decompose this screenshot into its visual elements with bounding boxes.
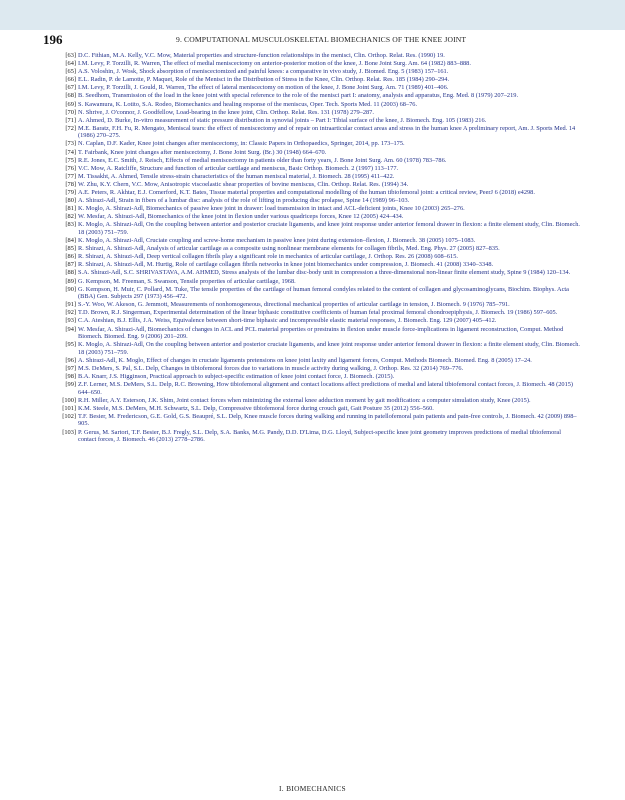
reference-item xyxy=(52,317,580,325)
reference-item xyxy=(52,221,580,236)
reference-number: [89] xyxy=(65,277,76,285)
reference-item xyxy=(52,157,580,165)
reference-link[interactable]: R.E. Jones, E.C. Smith, J. Reisch, Effects of medial meniscectomy in patients older than forty years, J. Bone Joint Surg. Am. 60 (1978) 783–786. xyxy=(78,156,447,164)
reference-link[interactable]: S.A. Shirazi-Adl, S.C. SHRIVASTAVA, A.M. AHMED, Stress analysis of the lumbar disc-body unit in compression a three-dimensional non-linear finite element study, Spine 9 (1984) 120–134. xyxy=(78,269,571,277)
reference-item xyxy=(52,341,580,356)
reference-number: [64] xyxy=(65,60,76,68)
reference-link[interactable]: A. Shirazi-Adl, K. Moglo, Effect of changes in cruciate ligaments pretensions on knee joint laxity and ligament forces, Comput. Methods Biomech. Biomed. Eng. 8 (2005) 17–24. xyxy=(78,356,532,364)
reference-item xyxy=(52,365,580,373)
reference-item xyxy=(52,405,580,413)
reference-item xyxy=(52,92,580,100)
reference-item xyxy=(52,213,580,221)
reference-item xyxy=(52,60,580,68)
reference-link[interactable]: K.M. Steele, M.S. DeMers, M.H. Schwartz, S.L. Delp, Compressive tibiofemoral force during crouch gait, Gait Posture 35 (2012) 556–560. xyxy=(78,404,434,412)
reference-list xyxy=(52,52,580,444)
reference-item xyxy=(52,84,580,92)
reference-link[interactable]: T.D. Brown, R.J. Singerman, Experimental determination of the linear biphasic constitutive coefficients of human fetal proximal femoral chondroepiphysis, J. Biomech. 19 (1986) 597–605. xyxy=(78,309,558,317)
reference-number: [84] xyxy=(65,237,76,245)
reference-item xyxy=(52,165,580,173)
reference-link[interactable]: N. Caplan, D.F. Kader, Knee joint changes after meniscectomy, in: Classic Papers in Orthopaedics, Springer, 2014, pp. 173–175. xyxy=(78,140,405,148)
reference-item xyxy=(52,381,580,396)
reference-number: [98] xyxy=(65,373,76,381)
reference-number: [74] xyxy=(65,148,76,156)
reference-number: [72] xyxy=(65,124,76,132)
reference-link[interactable]: A. Shirazi-Adl, Strain in fibers of a lumbar disc: analysis of the role of lifting in producing disc prolapse, Spine 14 (1989) 96–103. xyxy=(78,197,410,205)
reference-item xyxy=(52,253,580,261)
reference-number: [80] xyxy=(65,197,76,205)
reference-link[interactable]: N. Shrive, J. O'connor, J. Goodfellow, Load-bearing in the knee joint, Clin. Orthop. Relat. Res. 131 (1978) 279–287. xyxy=(78,108,374,116)
reference-number: [103] xyxy=(62,428,76,436)
reference-link[interactable]: A. Ahmed, D. Burke, In-vitro measurement of static pressure distribution in synovial joints – Part I: Tibial surface of the knee, J. Biomech. Eng. 105 (1983) 216. xyxy=(78,116,487,124)
reference-number: [70] xyxy=(65,108,76,116)
reference-link[interactable]: B. Seedhom, Transmission of the load in the knee joint with special reference to the role of the menisci part I: anatomy, analysis and apparatus, Eng. Med. 8 (1979) 207–219. xyxy=(78,92,519,100)
reference-link[interactable]: I.M. Levy, P. Torzilli, J. Gould, R. Warren, The effect of lateral meniscectomy on motion of the knee, J. Bone Joint Surg. Am. 71 (1989) 401–406. xyxy=(78,84,449,92)
reference-link[interactable]: C.A. Ateshian, B.J. Ellis, J.A. Weiss, Equivalence between short-time biphasic and incompressible elastic material responses, J. Biomech. Eng. 129 (2007) 405–412. xyxy=(78,317,497,325)
reference-number: [87] xyxy=(65,261,76,269)
reference-number: [75] xyxy=(65,156,76,164)
reference-number: [79] xyxy=(65,189,76,197)
reference-number: [81] xyxy=(65,205,76,213)
reference-number: [66] xyxy=(65,76,76,84)
reference-number: [65] xyxy=(65,68,76,76)
reference-link[interactable]: W. Mesfar, A. Shirazi-Adl, Biomechanics of the knee joint in flexion under various quadriceps forces, Knee 12 (2005) 424–434. xyxy=(78,213,404,221)
reference-item xyxy=(52,189,580,197)
reference-link[interactable]: B.A. Knarr, J.S. Higginson, Practical approach to subject-specific estimation of knee joint contact force, J. Biomech. (2015). xyxy=(78,373,395,381)
reference-link[interactable]: T.F. Besier, M. Fredericson, G.E. Gold, G.S. Beaupré, S.L. Delp, Knee muscle forces during walking and running in patellofemoral pain patients and pain-free controls, J. Biomech. 42 (2009) 898–905. xyxy=(78,412,577,428)
reference-number: [77] xyxy=(65,172,76,180)
reference-link[interactable]: I.M. Levy, P. Torzilli, R. Warren, The effect of medial meniscectomy on anterior-posterior motion of the knee, J. Bone Joint Surg. Am. 64 (1982) 883–888. xyxy=(78,60,471,68)
reference-number: [82] xyxy=(65,213,76,221)
reference-number: [95] xyxy=(65,341,76,349)
reference-item xyxy=(52,52,580,60)
reference-link[interactable]: E.L. Radin, P. de Lamotte, P. Maquet, Role of the Menisci in the Distribution of Stress in the Knee, Clin. Orthop. Relat. Res. 185 (1984) 290–294. xyxy=(78,76,450,84)
reference-item xyxy=(52,237,580,245)
reference-item xyxy=(52,205,580,213)
reference-number: [78] xyxy=(65,180,76,188)
reference-item xyxy=(52,269,580,277)
reference-number: [97] xyxy=(65,364,76,372)
reference-link[interactable]: R. Shirazi, A. Shirazi-Adl, Deep vertical collagen fibrils play a significant role in mechanics of articular cartilage, J. Orthop. Res. 26 (2008) 608–615. xyxy=(78,253,458,261)
reference-link[interactable]: M.S. DeMers, S. Pal, S.L. Delp, Changes in tibiofemoral forces due to variations in muscle activity during walking, J. Orthop. Res. 32 (2014) 769–776. xyxy=(78,364,464,372)
reference-item xyxy=(52,125,580,140)
reference-item xyxy=(52,309,580,317)
reference-item xyxy=(52,68,580,76)
reference-item xyxy=(52,373,580,381)
reference-link[interactable]: P. Gerus, M. Sartori, T.F. Besier, B.J. Fregly, S.L. Delp, S.A. Banks, M.G. Pandy, D.D. D'Lima, D.G. Lloyd, Subject-specific knee joint geometry improves predictions of medial tibiofemoral contact forces, J. Biomech. 46 (2013) 2778–2786. xyxy=(78,428,561,444)
reference-item xyxy=(52,197,580,205)
reference-number: [94] xyxy=(65,325,76,333)
reference-link[interactable]: K. Moglo, A. Shirazi-Adl, Cruciate coupling and screw-home mechanism in passive knee joint during extension–flexion, J. Biomech. 38 (2005) 1075–1083. xyxy=(78,237,476,245)
reference-link[interactable]: W. Mesfar, A. Shirazi-Adl, Biomechanics of changes in ACL and PCL material properties or prestrains in flexion under muscle force-implications in ligament reconstruction, Comput. Method Biomech. Biomed. Eng. 9 (2006) 201–209. xyxy=(78,325,564,341)
reference-item xyxy=(52,101,580,109)
reference-link[interactable]: D.C. Fithian, M.A. Kelly, V.C. Mow, Material properties and structure-function relationships in the menisci, Clin. Orthop. Relat. Res. (1990) 19. xyxy=(78,52,445,59)
reference-item xyxy=(52,397,580,405)
reference-link[interactable]: K. Moglo, A. Shirazi-Adl, On the coupling between anterior and posterior cruciate ligaments, and knee joint response under anterior femoral drawer in flexion: a finite element study, Clin. Biomech. 18 (2003) 751–759. xyxy=(78,221,581,236)
reference-number: [63] xyxy=(65,52,76,59)
reference-link[interactable]: R. Shirazi, A. Shirazi-Adl, M. Hurtig, Role of cartilage collagen fibrils networks in knee joint biomechanics under compression, J. Biomech. 41 (2008) 3340–3348. xyxy=(78,261,494,269)
reference-item xyxy=(52,109,580,117)
reference-number: [102] xyxy=(62,412,76,420)
reference-number: [93] xyxy=(65,317,76,325)
reference-item xyxy=(52,149,580,157)
reference-number: [85] xyxy=(65,245,76,253)
reference-item xyxy=(52,286,580,301)
reference-number: [100] xyxy=(62,396,76,404)
reference-number: [92] xyxy=(65,309,76,317)
reference-number: [90] xyxy=(65,285,76,293)
reference-link[interactable]: V.C. Mow, A. Ratcliffe, Structure and function of articular cartilage and meniscus, Basic Orthop. Biomech. 2 (1997) 113–177. xyxy=(78,164,399,172)
reference-item xyxy=(52,245,580,253)
reference-number: [69] xyxy=(65,100,76,108)
reference-link[interactable]: G. Kempson, H. Muir, C. Pollard, M. Tuke, The tensile properties of the cartilage of human femoral condyles related to the content of collagen and glycosaminoglycans, Biochim. Biophys. Acta (BBA) Gen. Subjects 297 (1973) 456–472. xyxy=(78,285,569,301)
reference-item xyxy=(52,429,580,444)
reference-number: [68] xyxy=(65,92,76,100)
reference-number: [88] xyxy=(65,269,76,277)
reference-number: [96] xyxy=(65,356,76,364)
reference-link[interactable]: K. Moglo, A. Shirazi-Adl, Biomechanics of passive knee joint in drawer: load transmission in intact and ACL-deficient joints, Knee 10 (2003) 265–276. xyxy=(78,205,465,213)
reference-item xyxy=(52,413,580,428)
reference-link[interactable]: M. Tissakht, A. Ahmed, Tensile stress-strain characteristics of the human meniscal material, J. Biomech. 28 (1995) 411–422. xyxy=(78,172,395,180)
reference-link[interactable]: S.-Y. Woo, W. Akeson, G. Jemmott, Measurements of nonhomogeneous, directional mechanical properties of articular cartilage in tension, J. Biomech. 9 (1976) 785–791. xyxy=(78,301,510,309)
reference-link[interactable]: G. Kempson, M. Freeman, S. Swanson, Tensile properties of articular cartilage, 1968. xyxy=(78,277,296,285)
reference-link[interactable]: M.E. Baratz, F.H. Fu, R. Mengato, Meniscal tears: the effect of meniscectomy and of repair on intraarticular contact areas and stress in the human knee A preliminary report, Am. J. Sports Med. 14 (1986) 270–275. xyxy=(78,124,576,140)
reference-link[interactable]: R. Shirazi, A. Shirazi-Adl, Analysis of articular cartilage as a composite using nonlinear membrane elements for collagen fibrils, Med. Eng. Phys. 27 (2005) 827–835. xyxy=(78,245,500,253)
reference-item xyxy=(52,326,580,341)
reference-number: [86] xyxy=(65,253,76,261)
footer-section-label: I. BIOMECHANICS xyxy=(279,784,346,793)
reference-item xyxy=(52,301,580,309)
header-band xyxy=(0,0,625,30)
chapter-title: 9. COMPUTATIONAL MUSCULOSKELETAL BIOMECHANICS OF THE KNEE JOINT xyxy=(176,35,467,44)
reference-number: [99] xyxy=(65,381,76,389)
page-number: 196 xyxy=(43,32,63,47)
reference-link[interactable]: Z.F. Lerner, M.S. DeMers, S.L. Delp, R.C. Browning, How tibiofemoral alignment and contact locations affect predictions of medial and lateral tibiofemoral contact forces, J. Biomech. 48 (2015) 644–650. xyxy=(78,381,574,396)
reference-link[interactable]: A.E. Peters, R. Akhtar, E.J. Comerford, K.T. Bates, Tissue material properties and computational modelling of the human tibiofemoral joint: a critical review, PeerJ 6 (2018) e4298. xyxy=(78,189,535,197)
reference-link[interactable]: A.S. Voloshin, J. Wosk, Shock absorption of meniscectomized and painful knees: a comparative in vivo study, J. Biomed. Eng. 5 (1983) 157–161. xyxy=(78,68,449,76)
reference-link[interactable]: S. Kawamura, K. Lotito, S.A. Rodeo, Biomechanics and healing response of the meniscus, Oper. Tech. Sports Med. 11 (2003) 68–76. xyxy=(78,100,418,108)
reference-item xyxy=(52,357,580,365)
reference-number: [76] xyxy=(65,164,76,172)
reference-link[interactable]: W. Zhu, K.Y. Chern, V.C. Mow, Anisotropic viscoelastic shear properties of bovine meniscus, Clin. Orthop. Relat. Res. (1994) 34. xyxy=(78,180,409,188)
reference-number: [71] xyxy=(65,116,76,124)
reference-item xyxy=(52,117,580,125)
reference-item xyxy=(52,140,580,148)
reference-item xyxy=(52,173,580,181)
reference-link[interactable]: R.H. Miller, A.Y. Esterson, J.K. Shim, Joint contact forces when minimizing the external knee adduction moment by gait modification: a computer simulation study, Knee (2015). xyxy=(78,396,531,404)
reference-number: [101] xyxy=(62,404,76,412)
reference-link[interactable]: T. Fairbank, Knee joint changes after meniscectomy, J. Bone Joint Surg. (Br.) 30 (1948) 664–670. xyxy=(78,148,327,156)
reference-link[interactable]: K. Moglo, A. Shirazi-Adl, On the coupling between anterior and posterior cruciate ligaments, and knee joint response under anterior femoral drawer in flexion: a finite element study, Clin. Biomech. 18 (2003) 751–759. xyxy=(78,341,581,356)
reference-item xyxy=(52,181,580,189)
reference-number: [73] xyxy=(65,140,76,148)
reference-number: [67] xyxy=(65,84,76,92)
reference-number: [83] xyxy=(65,221,76,229)
running-head xyxy=(0,32,625,50)
reference-number: [91] xyxy=(65,301,76,309)
reference-item xyxy=(52,76,580,84)
reference-item xyxy=(52,278,580,286)
reference-item xyxy=(52,261,580,269)
